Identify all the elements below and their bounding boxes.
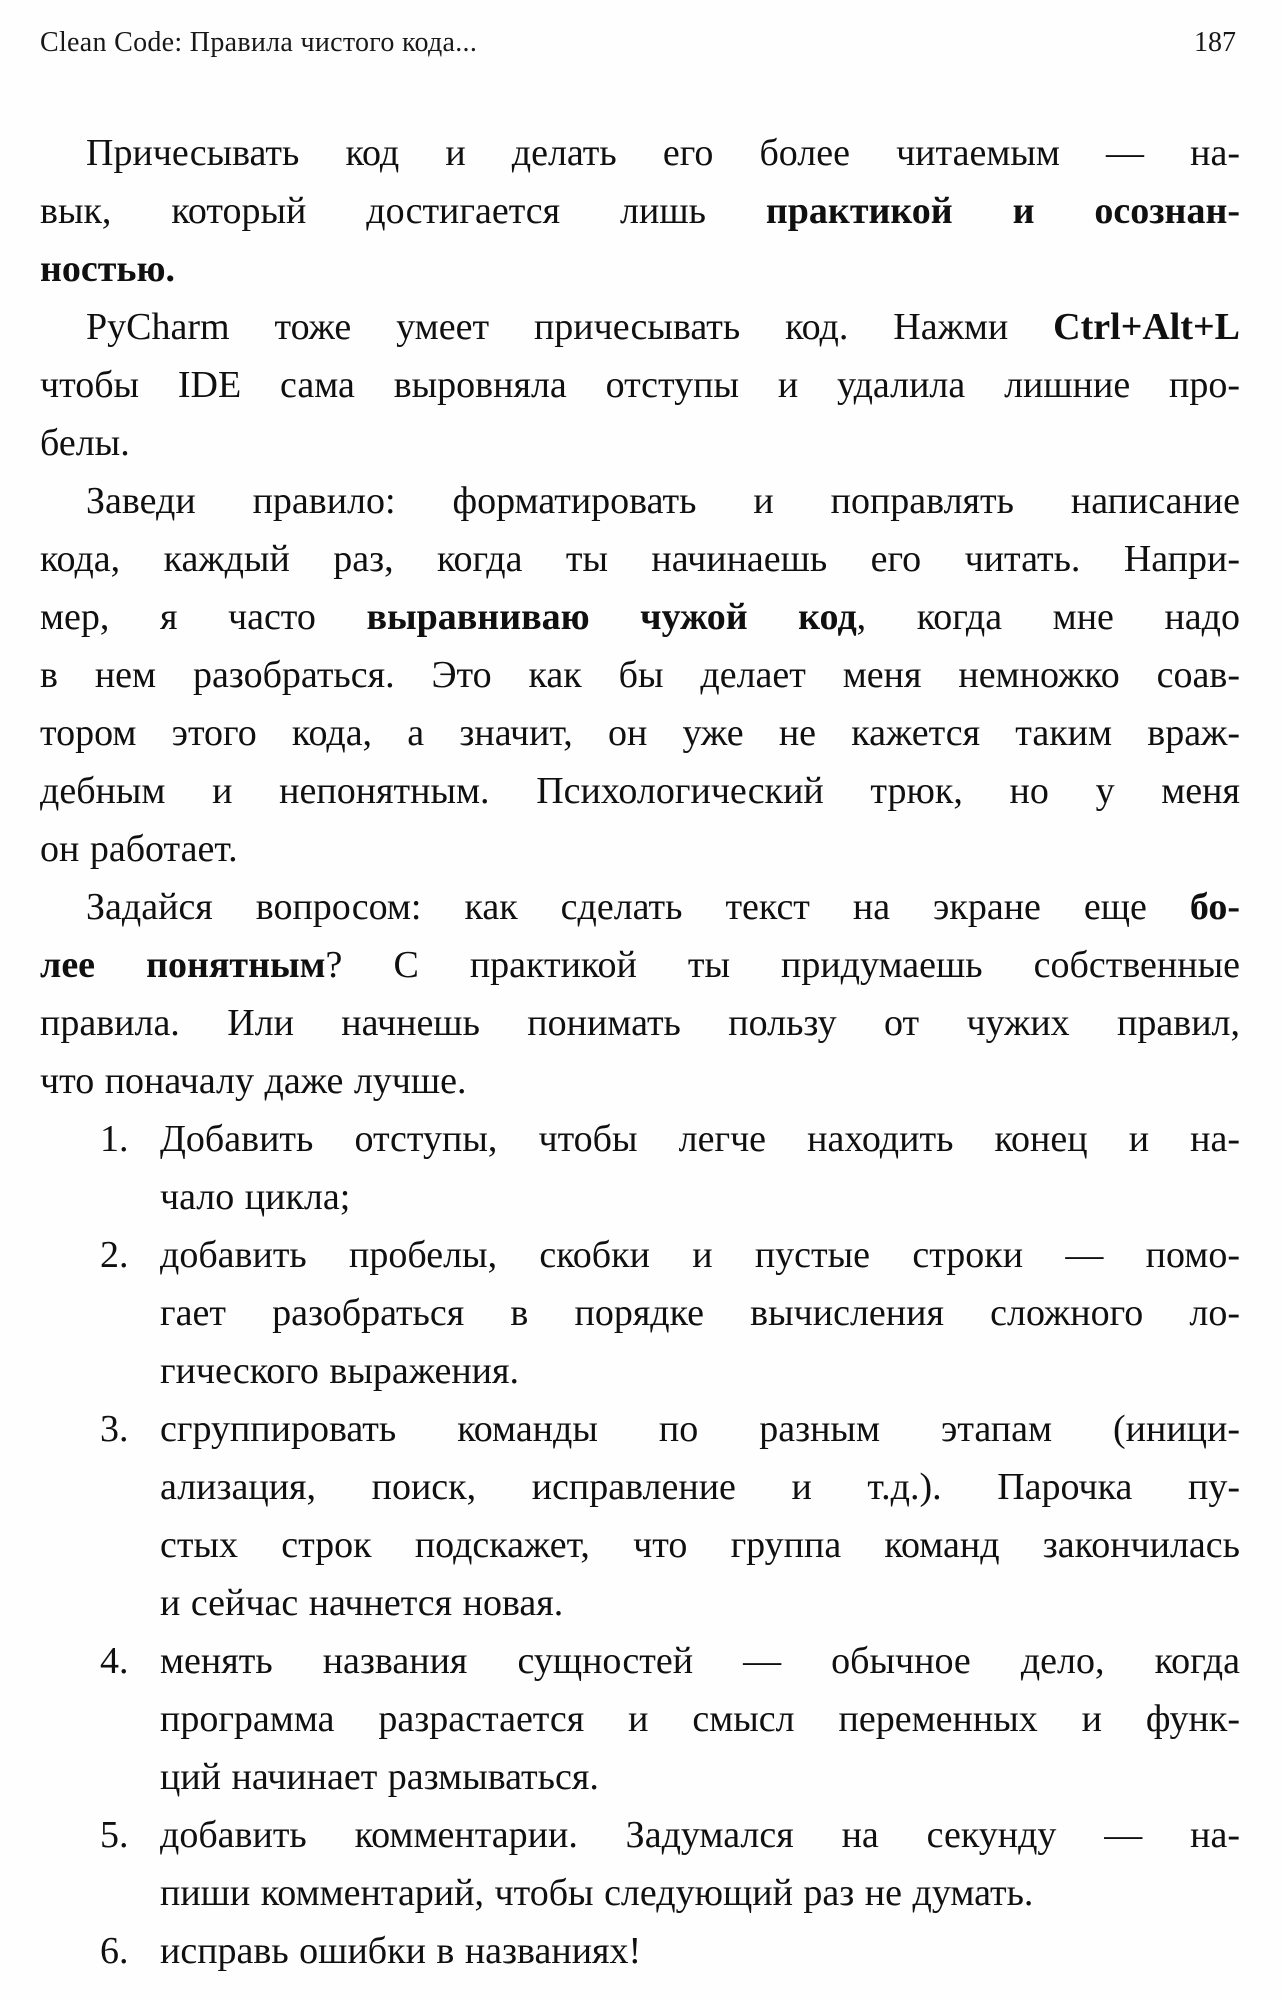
text-line: ностью.: [40, 248, 176, 290]
text-line: гает разобраться в порядке вычисления сложного ло-: [160, 1292, 1240, 1334]
text-line: дебным и непонятным. Психологический трюк, но у меня: [40, 770, 1240, 812]
text-line: пиши комментарий, чтобы следующий раз не думать.: [160, 1872, 1034, 1914]
paragraph: [40, 124, 1240, 298]
text-line: Заведи правило: форматировать и поправлять написание: [86, 480, 1240, 522]
text-line: менять названия сущностей — обычное дело, когда: [160, 1640, 1240, 1682]
text-line: в нем разобраться. Это как бы делает меня немножко соав-: [40, 654, 1240, 696]
text-line: Причесывать код и делать его более читаемым — на-: [86, 132, 1240, 174]
text-line: стых строк подскажет, что группа команд закончилась: [160, 1524, 1240, 1566]
text-line: тором этого кода, а значит, он уже не кажется таким враж-: [40, 712, 1240, 754]
text-line: сгруппировать команды по разным этапам (иници-: [160, 1408, 1240, 1450]
text-line: чтобы IDE сама выровняла отступы и удалила лишние про-: [40, 364, 1240, 406]
paragraph: [40, 878, 1240, 1110]
paragraph: [40, 298, 1240, 472]
text-line: программа разрастается и смысл переменных и функ-: [160, 1698, 1240, 1740]
text-line: кода, каждый раз, когда ты начинаешь его читать. Напри-: [40, 538, 1240, 580]
text-line: гического выражения.: [160, 1350, 519, 1392]
list-item-text: [160, 1922, 1240, 1980]
page-number: 187: [1194, 27, 1236, 58]
text-line: Добавить отступы, чтобы легче находить конец и на-: [160, 1118, 1240, 1160]
list-item-text: [160, 1806, 1240, 1922]
list-item-number: 4.: [100, 1640, 129, 1682]
text-line: ций начинает размываться.: [160, 1756, 599, 1798]
text-line: белы.: [40, 422, 130, 464]
list-item-number: 2.: [100, 1234, 129, 1276]
text-line: исправь ошибки в названиях!: [160, 1930, 642, 1972]
text-line: добавить пробелы, скобки и пустые строки — помо-: [160, 1234, 1240, 1276]
list-item-text: [160, 1226, 1240, 1400]
text-line: ализация, поиск, исправление и т.д.). Парочка пу-: [160, 1466, 1240, 1508]
list-item-text: [160, 1110, 1240, 1226]
list-item: [100, 1226, 1240, 1400]
text-line: мер, я часто выравниваю чужой код, когда мне надо: [40, 596, 1240, 638]
list-item-text: [160, 1632, 1240, 1806]
text-line: правила. Или начнешь понимать пользу от чужих правил,: [40, 1002, 1240, 1044]
text-line: лее понятным? С практикой ты придумаешь собственные: [40, 944, 1240, 986]
list-item-number: 3.: [100, 1408, 129, 1450]
running-title: Clean Code: Правила чистого кода...: [40, 27, 478, 58]
list-item: [100, 1806, 1240, 1922]
list-item-text: [160, 1400, 1240, 1632]
page-body: [0, 124, 1282, 1980]
text-line: PyCharm тоже умеет причесывать код. Нажми Ctrl+Alt+L: [86, 306, 1240, 348]
text-line: и сейчас начнется новая.: [160, 1582, 564, 1624]
list-item-number: 5.: [100, 1814, 129, 1856]
text-line: он работает.: [40, 828, 238, 870]
text-line: вык, который достигается лишь практикой и осознан-: [40, 190, 1241, 232]
list-item-number: 1.: [100, 1118, 129, 1160]
list-item: [100, 1110, 1240, 1226]
list-item-number: 6.: [100, 1930, 129, 1972]
text-line: что поначалу даже лучше.: [40, 1060, 467, 1102]
running-head: [0, 0, 1282, 60]
text-line: чало цикла;: [160, 1176, 351, 1218]
text-line: добавить комментарии. Задумался на секунду — на-: [160, 1814, 1240, 1856]
list-item: [100, 1922, 1240, 1980]
list-item: [100, 1632, 1240, 1806]
paragraph: [40, 472, 1240, 878]
list-item: [100, 1400, 1240, 1632]
text-line: Задайся вопросом: как сделать текст на экране еще бо-: [86, 886, 1240, 928]
